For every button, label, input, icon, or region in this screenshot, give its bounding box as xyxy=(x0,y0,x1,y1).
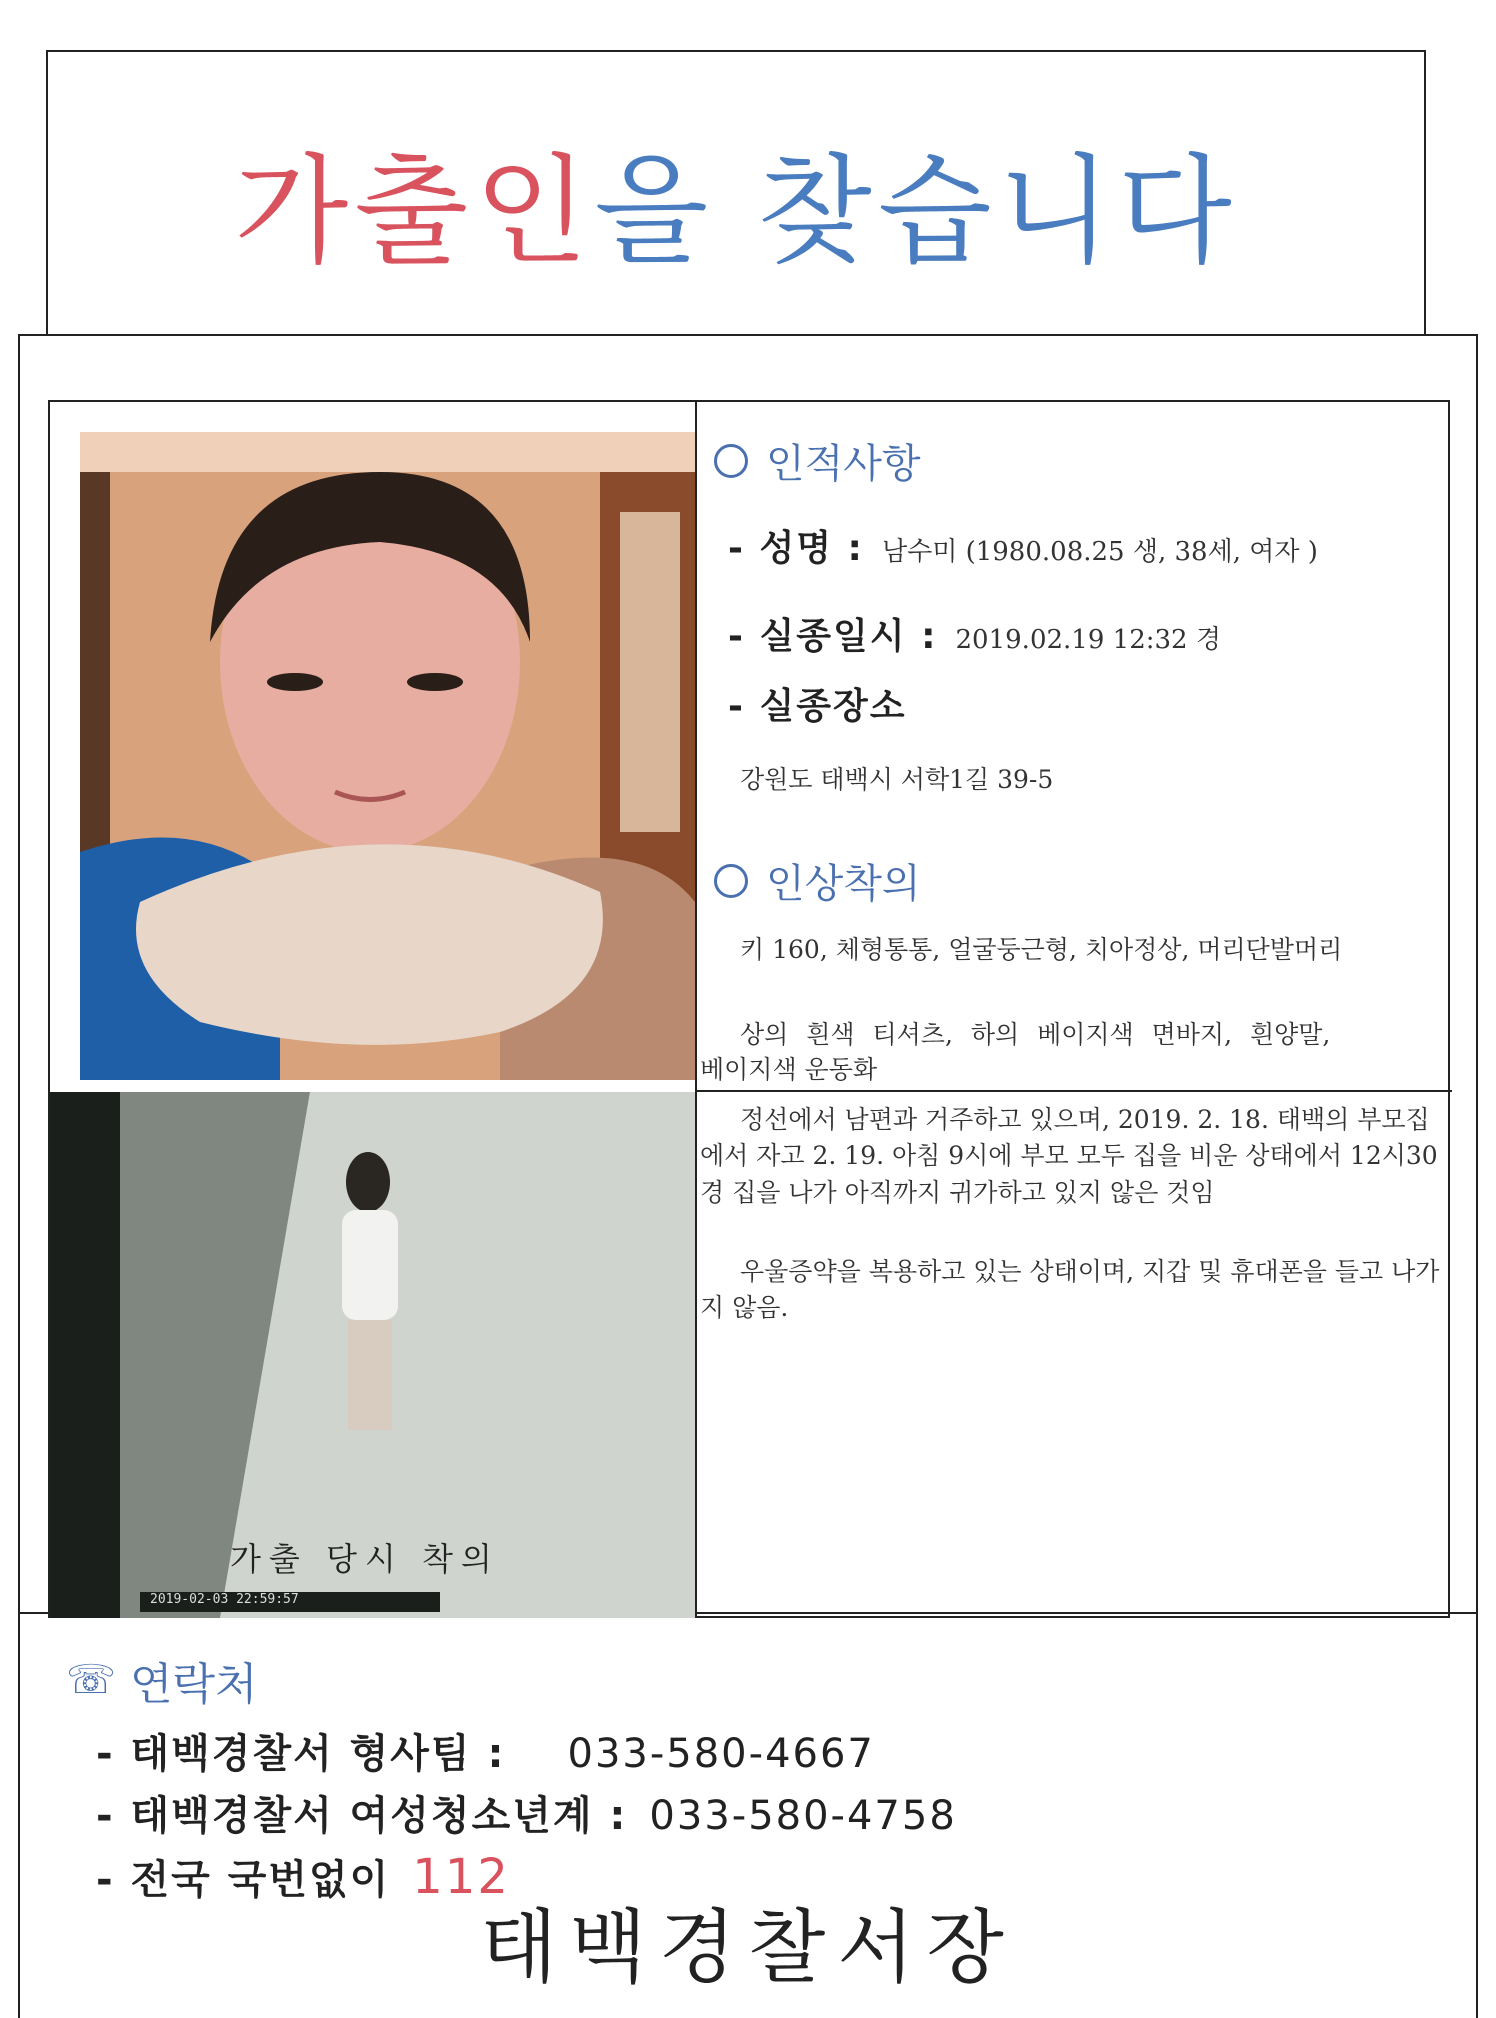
details-paragraph-2: 우울증약을 복용하고 있는 상태이며, 지갑 및 휴대폰을 들고 나가지 않음. xyxy=(700,1257,1440,1323)
table-divider-vertical xyxy=(695,402,697,1618)
contact-line-1 xyxy=(96,1722,875,1779)
title-box xyxy=(46,50,1426,334)
missing-place-row xyxy=(728,678,907,729)
missing-date-row xyxy=(728,608,1221,659)
contact-line-3-number: 112 xyxy=(412,1849,510,1905)
title-blue-part: 을 찾습니다 xyxy=(594,142,1238,280)
poster-title xyxy=(48,142,1424,280)
name-label: - 성명 : xyxy=(728,528,864,569)
personal-info-heading xyxy=(714,432,921,489)
circle-bullet-icon xyxy=(714,444,748,478)
info-table xyxy=(48,400,1450,1618)
cctv-photo xyxy=(50,1092,695,1618)
cctv-caption: 가출 당시 착의 xyxy=(230,1540,500,1578)
table-divider-horizontal xyxy=(695,1090,1452,1092)
missing-date-label: - 실종일시 : xyxy=(728,616,938,657)
name-value: 남수미 (1980.08.25 생, 38세, 여자 ) xyxy=(881,537,1318,567)
appearance-line-1: 키 160, 체형통통, 얼굴둥근형, 치아정상, 머리단발머리 xyxy=(740,935,1343,964)
contact-line-2-label: - 태백경찰서 여성청소년계 : xyxy=(96,1793,628,1839)
cctv-timestamp: 2019-02-03 22:59:57 xyxy=(150,1592,299,1607)
missing-place-value: 강원도 태백시 서학1길 39-5 xyxy=(740,765,1054,794)
telephone-icon: ☏ xyxy=(66,1657,117,1703)
contact-line-2 xyxy=(96,1784,957,1841)
contact-line-1-number: 033-580-4667 xyxy=(567,1731,875,1777)
contact-line-3 xyxy=(96,1848,510,1905)
contact-heading-text: 연락처 xyxy=(130,1659,258,1710)
frame-left-line xyxy=(18,334,20,2018)
missing-place-label: - 실종장소 xyxy=(728,686,907,727)
title-red-part: 가출인 xyxy=(234,142,595,280)
name-row xyxy=(728,520,1318,571)
footer-police-chief: 태백경찰서장 xyxy=(480,1901,1016,1994)
circle-bullet-icon xyxy=(714,864,748,898)
missing-date-value: 2019.02.19 12:32 경 xyxy=(955,625,1221,655)
contact-heading xyxy=(66,1648,258,1712)
appearance-heading xyxy=(714,852,921,909)
appearance-heading-text: 인상착의 xyxy=(766,861,921,907)
appearance-line-2b: 베이지색 운동화 xyxy=(700,1055,877,1084)
contact-line-1-label: - 태백경찰서 형사팀 : xyxy=(96,1731,506,1777)
face-photo xyxy=(80,432,695,1080)
frame-title-bottom-line xyxy=(18,334,1478,336)
contact-line-3-label: - 전국 국번없이 xyxy=(96,1857,391,1903)
contact-line-2-number: 033-580-4758 xyxy=(649,1793,957,1839)
appearance-line-2a: 상의 흰색 티셔츠, 하의 베이지색 면바지, 흰양말, xyxy=(740,1020,1331,1049)
frame-right-line xyxy=(1476,334,1478,2018)
details-paragraph-1: 정선에서 남편과 거주하고 있으며, 2019. 2. 18. 태백의 부모집에서 자고 2. 19. 아침 9시에 부모 모두 집을 비운 상태에서 12시30경 집을 나가 아직까지 귀가하고 있지 않은 것임 xyxy=(700,1105,1438,1207)
personal-info-heading-text: 인적사항 xyxy=(766,441,921,487)
